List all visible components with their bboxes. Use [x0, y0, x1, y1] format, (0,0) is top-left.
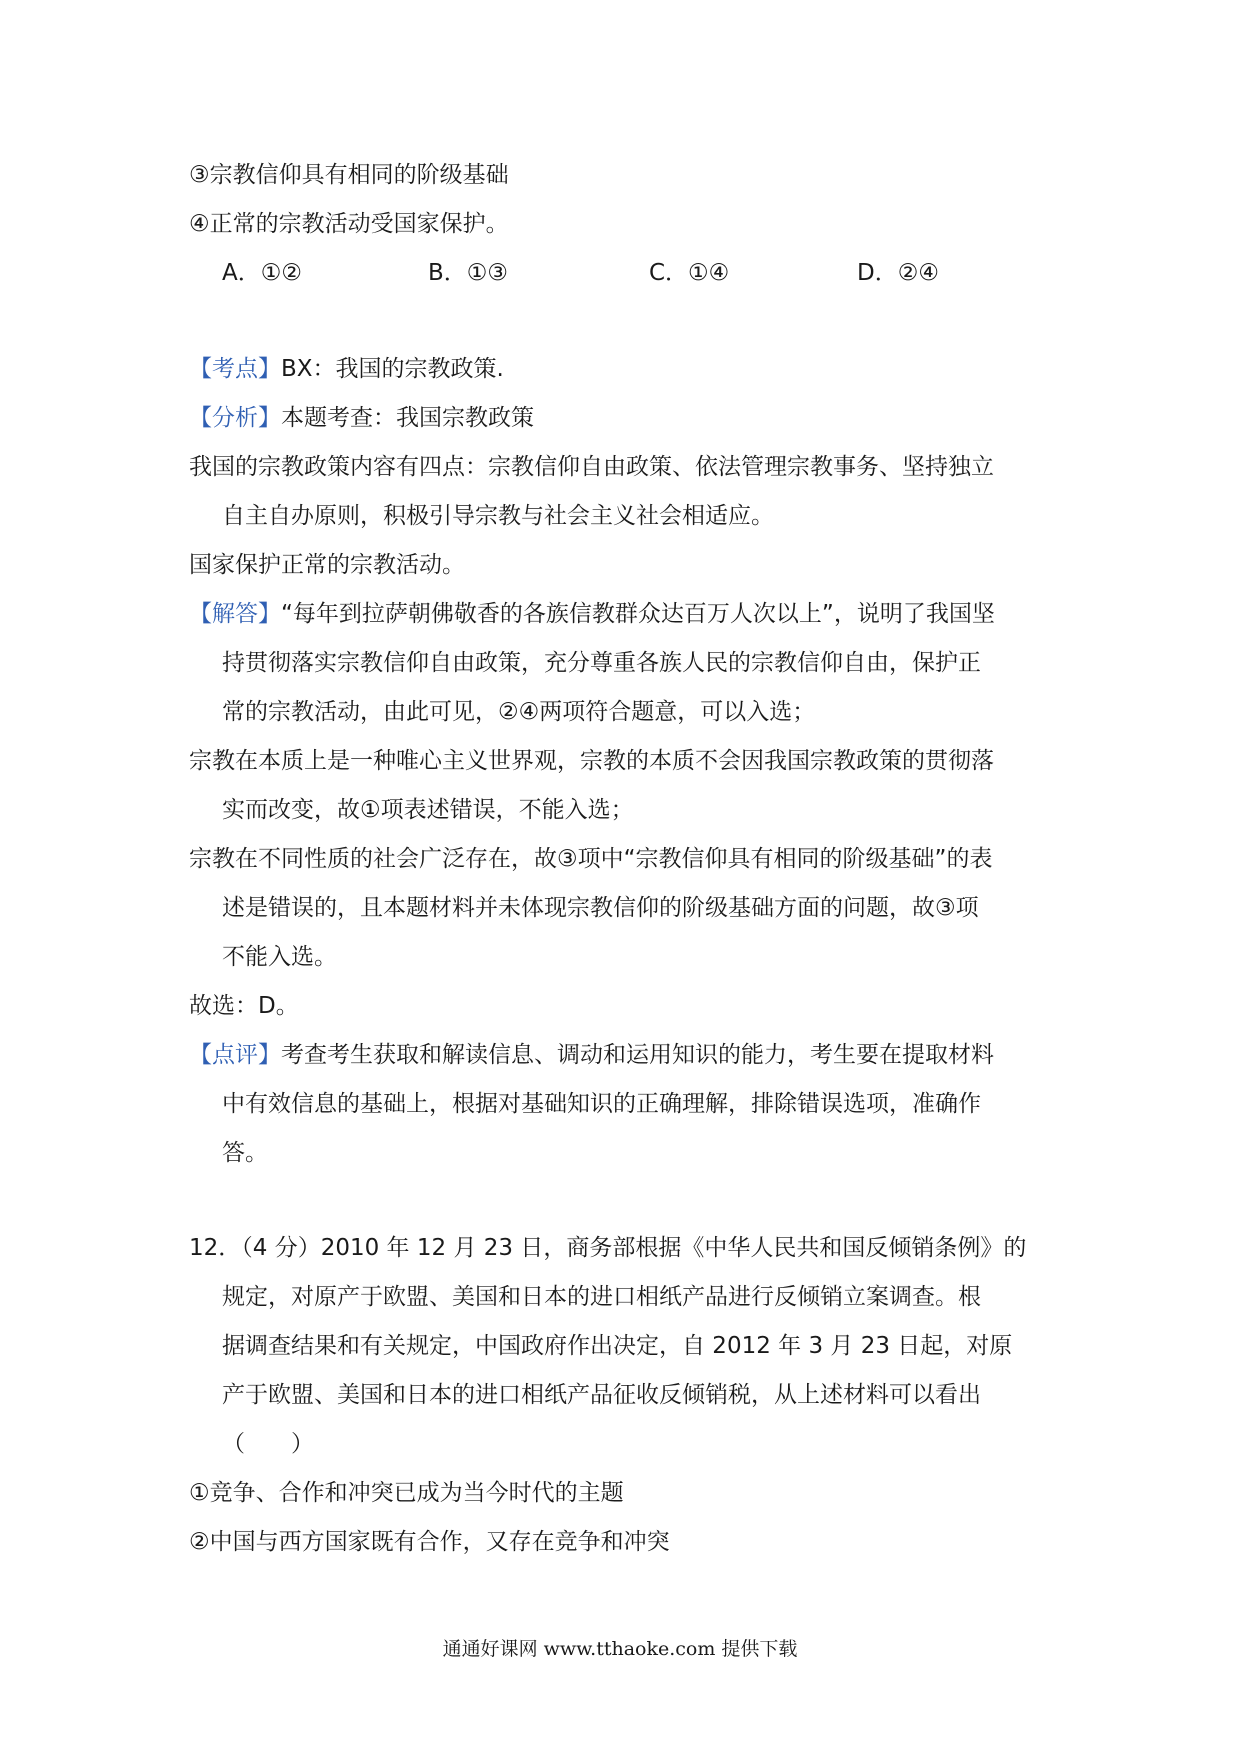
kaodian-tag: 【考点】	[189, 356, 281, 382]
kaodian-line	[189, 354, 504, 384]
jieda-body-line: 实而改变，故①项表述错误，不能入选；	[222, 797, 634, 823]
dianping-line	[189, 1040, 994, 1070]
dianping-body-line: 中有效信息的基础上，根据对基础知识的正确理解，排除错误选项，准确作	[222, 1091, 981, 1117]
statement-4: ④正常的宗教活动受国家保护。	[189, 211, 509, 237]
dianping-tag: 【点评】	[189, 1042, 281, 1068]
jieda-body-line: 持贯彻落实宗教信仰自由政策，充分尊重各族人民的宗教信仰自由，保护正	[222, 650, 981, 676]
answer-line: 故选：D。	[189, 993, 299, 1019]
fenxi-line	[189, 403, 534, 433]
question-12-stem-line: 产于欧盟、美国和日本的进口相纸产品征收反倾销税，从上述材料可以看出	[222, 1382, 981, 1408]
fenxi-body-line: 我国的宗教政策内容有四点：宗教信仰自由政策、依法管理宗教事务、坚持独立	[189, 454, 994, 480]
jieda-body-line: 宗教在本质上是一种唯心主义世界观，宗教的本质不会因我国宗教政策的贯彻落	[189, 748, 994, 774]
statement-3: ③宗教信仰具有相同的阶级基础	[189, 162, 509, 188]
jieda-body-line: 常的宗教活动，由此可见，②④两项符合题意，可以入选；	[222, 699, 816, 725]
option-c: C．①④	[649, 260, 730, 286]
jieda-body-line: 不能入选。	[222, 944, 337, 970]
fenxi-text: 本题考查：我国宗教政策	[281, 405, 534, 431]
page-footer: 通通好课网 www.tthaoke.com 提供下载	[442, 1638, 798, 1660]
q12-statement-1: ①竞争、合作和冲突已成为当今时代的主题	[189, 1480, 624, 1506]
option-a: A．①②	[222, 260, 302, 286]
jieda-text: “每年到拉萨朝佛敬香的各族信教群众达百万人次以上”，说明了我国坚	[281, 601, 995, 627]
jieda-body-line: 宗教在不同性质的社会广泛存在，故③项中“宗教信仰具有相同的阶级基础”的表	[189, 846, 993, 872]
fenxi-body-line: 自主自办原则，积极引导宗教与社会主义社会相适应。	[222, 503, 774, 529]
q12-statement-2: ②中国与西方国家既有合作，又存在竞争和冲突	[189, 1529, 670, 1555]
option-b: B．①③	[428, 260, 509, 286]
kaodian-text: BX：我国的宗教政策.	[281, 356, 504, 382]
jieda-body-line: 述是错误的，且本题材料并未体现宗教信仰的阶级基础方面的问题，故③项	[222, 895, 979, 921]
answer-blank: （ ）	[222, 1431, 314, 1457]
fenxi-body-line: 国家保护正常的宗教活动。	[189, 552, 465, 578]
option-d: D．②④	[857, 260, 939, 286]
dianping-text: 考查考生获取和解读信息、调动和运用知识的能力，考生要在提取材料	[281, 1042, 994, 1068]
question-12-stem-line: 规定，对原产于欧盟、美国和日本的进口相纸产品进行反倾销立案调查。根	[222, 1284, 981, 1310]
question-12-stem-line: 据调查结果和有关规定，中国政府作出决定，自 2012 年 3 月 23 日起，对原	[222, 1333, 1013, 1359]
dianping-body-line: 答。	[222, 1140, 268, 1166]
fenxi-tag: 【分析】	[189, 405, 281, 431]
question-12-stem: 12．（4 分）2010 年 12 月 23 日，商务部根据《中华人民共和国反倾销条例》的	[189, 1235, 1027, 1261]
jieda-tag: 【解答】	[189, 601, 281, 627]
jieda-line	[189, 599, 995, 629]
